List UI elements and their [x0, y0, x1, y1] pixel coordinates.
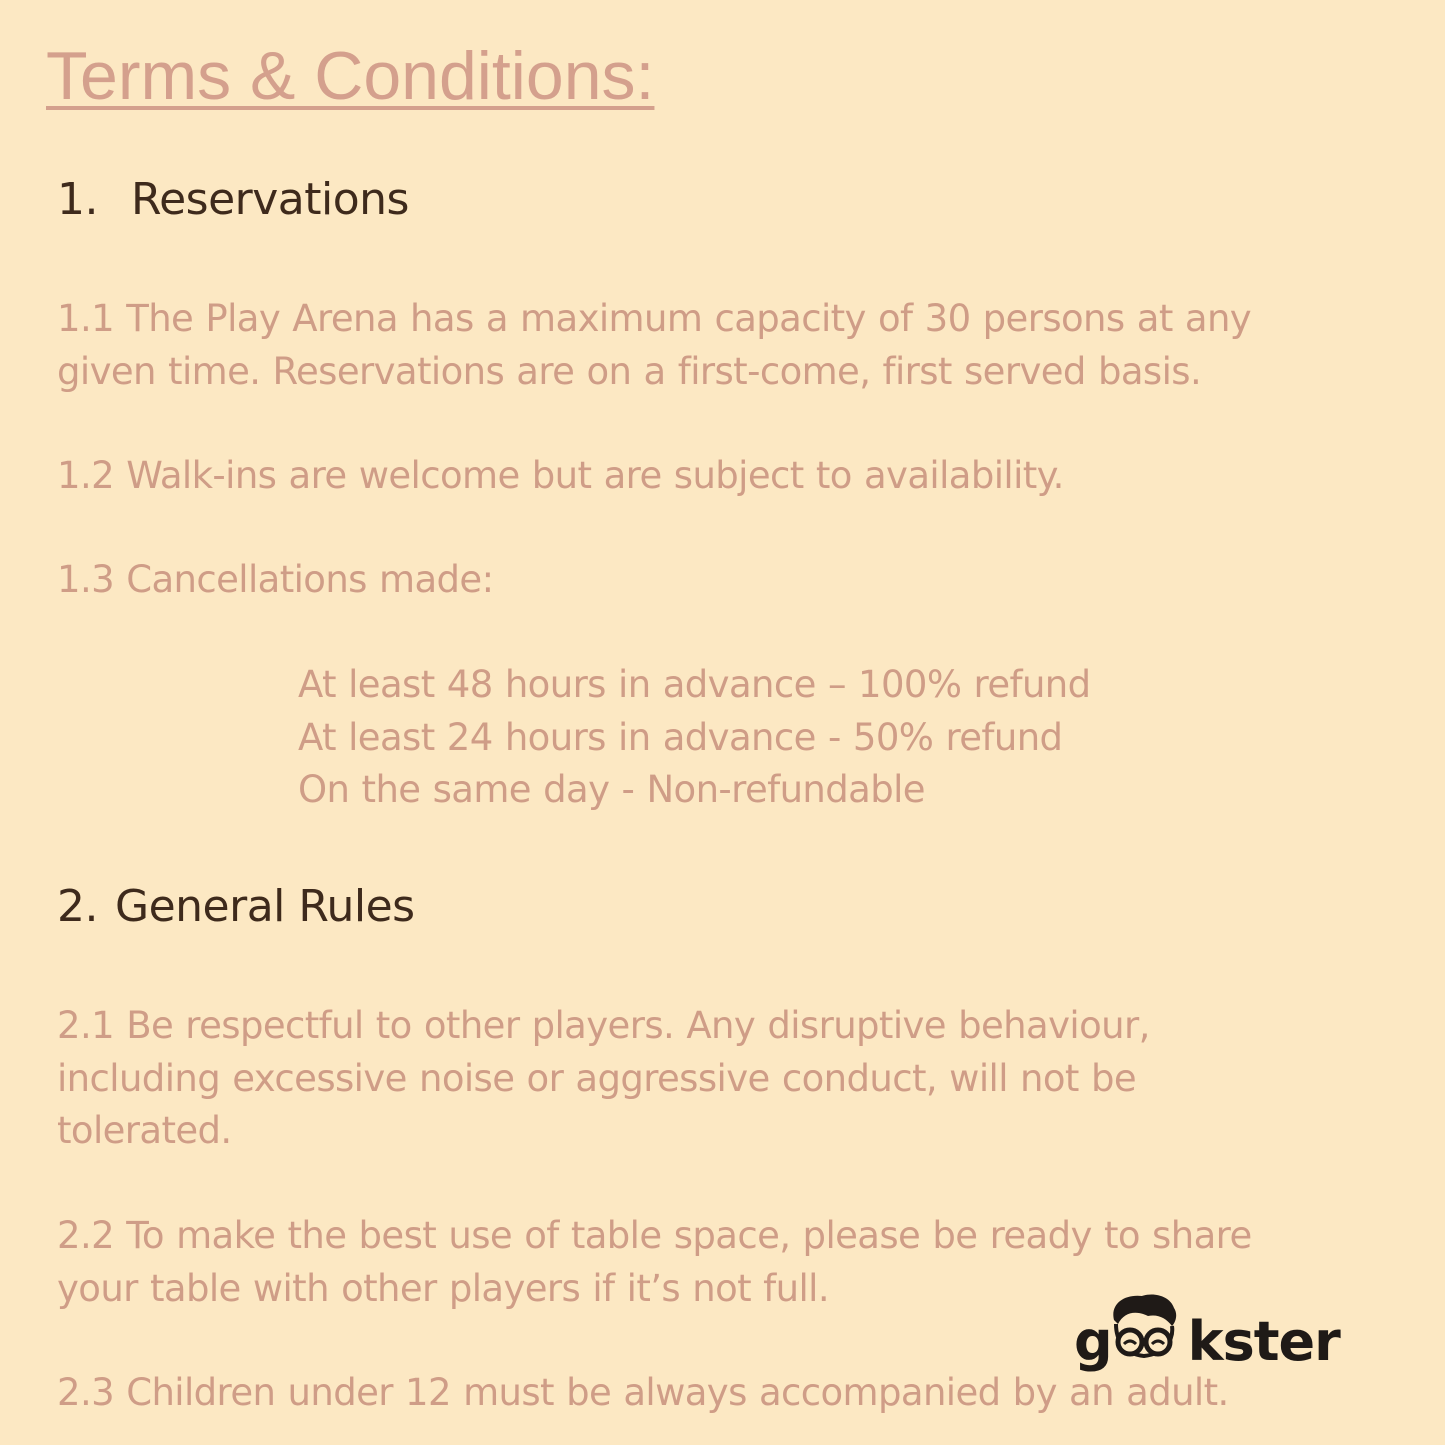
clause-2-1: [57, 1000, 1427, 1158]
section-number: 2.: [57, 881, 98, 932]
clause-line: 1.2 Walk-ins are welcome but are subject to availability.: [57, 454, 1064, 497]
logo-prefix: g: [1074, 1310, 1112, 1373]
clause-1-1: [57, 293, 1427, 398]
clause-1-3: [57, 554, 1427, 607]
logo-suffix: kster: [1187, 1310, 1340, 1373]
section-heading-general-rules: [57, 881, 415, 933]
page-title: Terms & Conditions:: [46, 38, 655, 114]
clause-line: 2.1 Be respectful to other players. Any disruptive behaviour,: [57, 1004, 1150, 1047]
clause-line: given time. Reservations are on a first-come, first served basis.: [57, 349, 1202, 393]
geekster-logo: [1070, 1290, 1350, 1380]
section-title: General Rules: [115, 881, 415, 932]
refund-policy-item: On the same day - Non-refundable: [298, 768, 925, 811]
geek-face-with-glasses-icon: [1070, 1290, 1350, 1380]
clause-line: 1.1 The Play Arena has a maximum capacity of 30 persons at any: [57, 297, 1252, 340]
section-heading-reservations: [57, 174, 409, 226]
refund-policy-list: [298, 659, 1298, 817]
clause-line: 1.3 Cancellations made:: [57, 558, 494, 601]
clause-line: your table with other players if it’s not full.: [57, 1266, 829, 1310]
section-number: 1.: [57, 174, 98, 225]
refund-policy-item: At least 48 hours in advance – 100% refund: [298, 663, 1091, 706]
clause-line: 2.2 To make the best use of table space, please be ready to share: [57, 1214, 1252, 1257]
clause-line: tolerated.: [57, 1109, 232, 1152]
clause-1-2: [57, 450, 1427, 503]
clause-line: 2.3 Children under 12 must be always accompanied by an adult.: [57, 1371, 1229, 1414]
clause-line: including excessive noise or aggressive conduct, will not be: [57, 1056, 1137, 1100]
section-title: Reservations: [131, 174, 409, 225]
refund-policy-item: At least 24 hours in advance - 50% refund: [298, 715, 1063, 759]
